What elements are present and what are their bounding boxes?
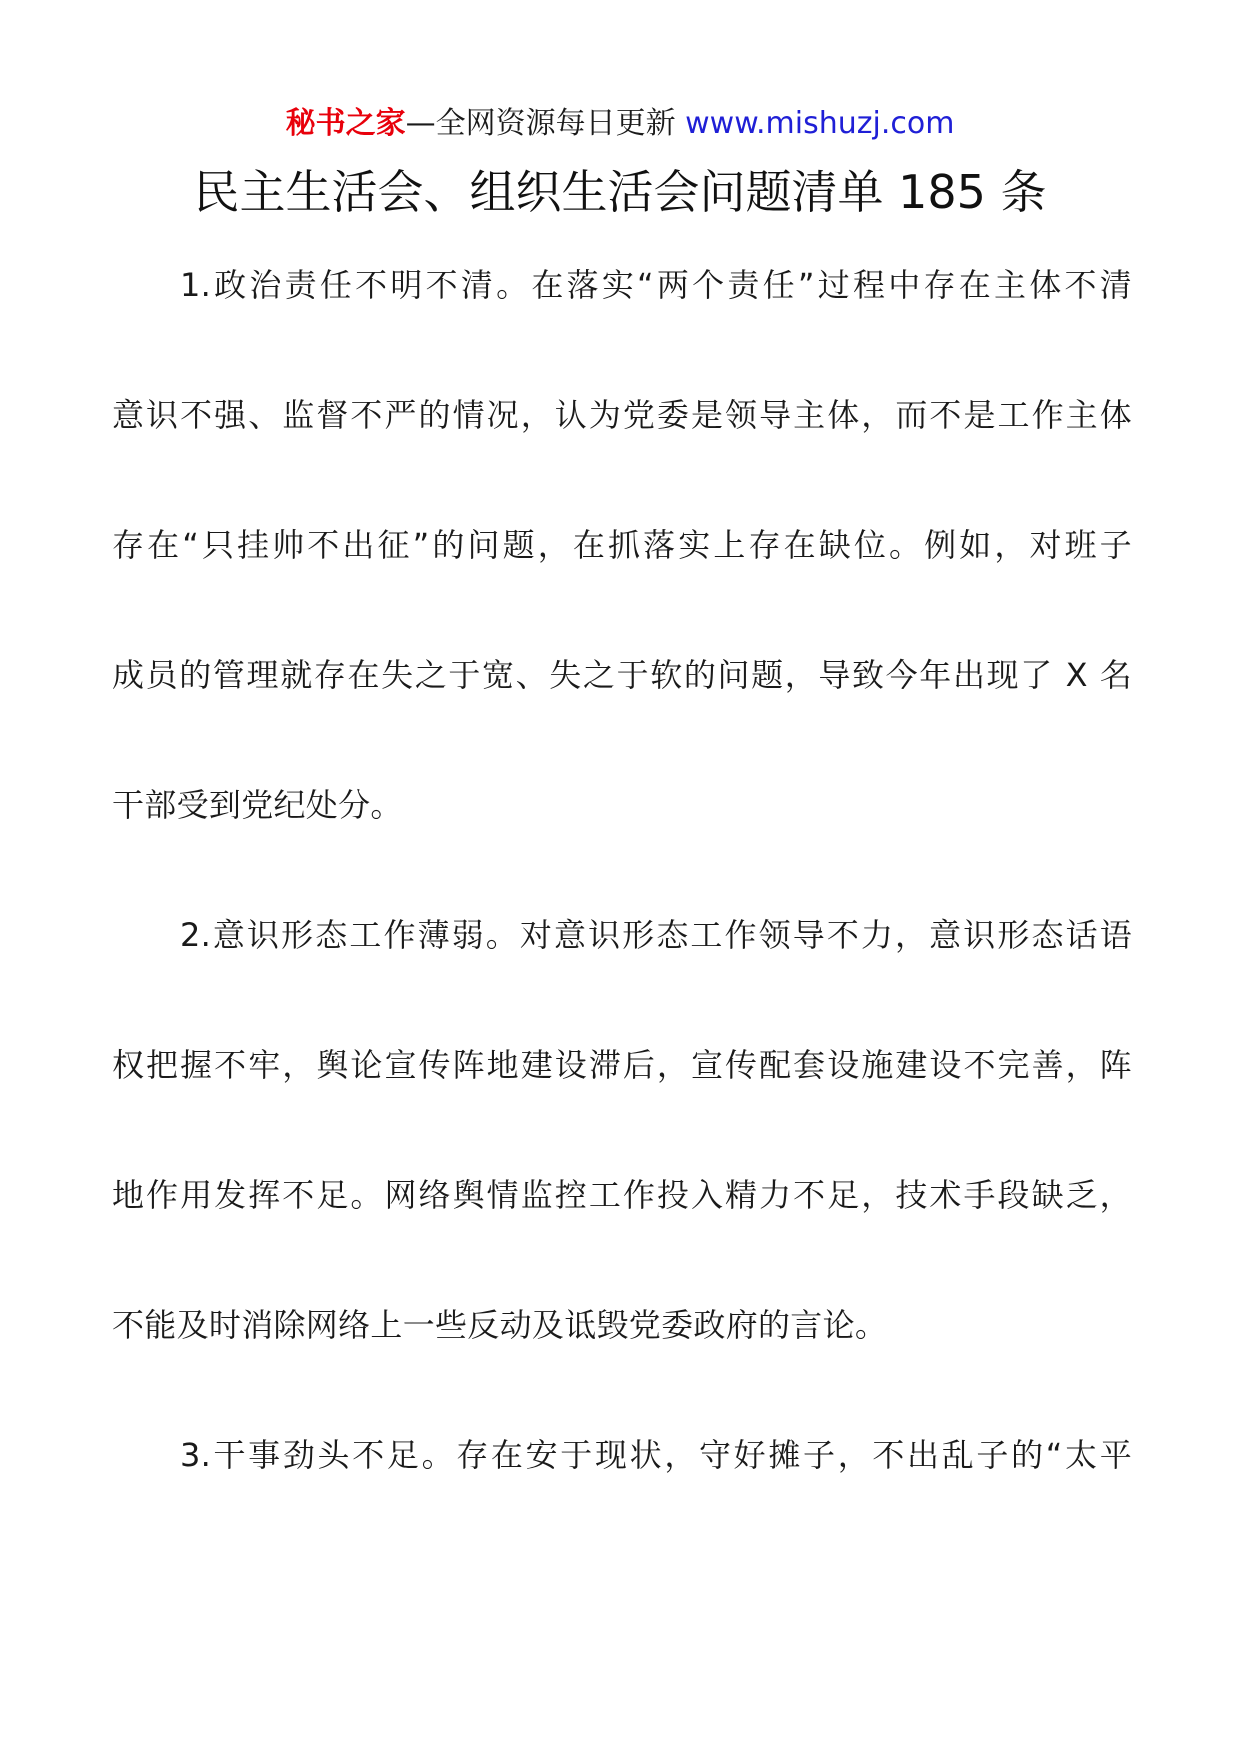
paragraph-1-line-1: 1.政治责任不明不清。在落实“两个责任”过程中存在主体不清 <box>180 266 1132 304</box>
paragraph-1-line-3: 存在“只挂帅不出征”的问题，在抓落实上存在缺位。例如，对班子 <box>112 526 1132 564</box>
paragraph-3-line-1: 3.干事劲头不足。存在安于现状，守好摊子，不出乱子的“太平 <box>180 1436 1132 1474</box>
paragraph-1-line-2: 意识不强、监督不严的情况，认为党委是领导主体，而不是工作主体 <box>112 396 1132 434</box>
paragraph-2-line-1: 2.意识形态工作薄弱。对意识形态工作领导不力，意识形态话语 <box>180 916 1132 954</box>
site-url-link[interactable]: www.mishuzj.com <box>685 106 955 141</box>
paragraph-2-line-2: 权把握不牢，舆论宣传阵地建设滞后，宣传配套设施建设不完善，阵 <box>112 1046 1132 1084</box>
site-header <box>0 104 1240 144</box>
paragraph-2-line-4: 不能及时消除网络上一些反动及诋毁党委政府的言论。 <box>112 1306 888 1344</box>
document-body <box>112 252 1132 1552</box>
paragraph-1-line-4: 成员的管理就存在失之于宽、失之于软的问题，导致今年出现了 X 名 <box>112 656 1132 694</box>
brand-name: 秘书之家 <box>285 106 406 141</box>
paragraph-2-line-3: 地作用发挥不足。网络舆情监控工作投入精力不足，技术手段缺乏， <box>112 1176 1132 1214</box>
paragraph-1-line-5: 干部受到党纪处分。 <box>112 786 403 824</box>
site-slogan: —全网资源每日更新 <box>405 106 686 141</box>
document-title: 民主生活会、组织生活会问题清单 185 条 <box>193 165 1047 219</box>
